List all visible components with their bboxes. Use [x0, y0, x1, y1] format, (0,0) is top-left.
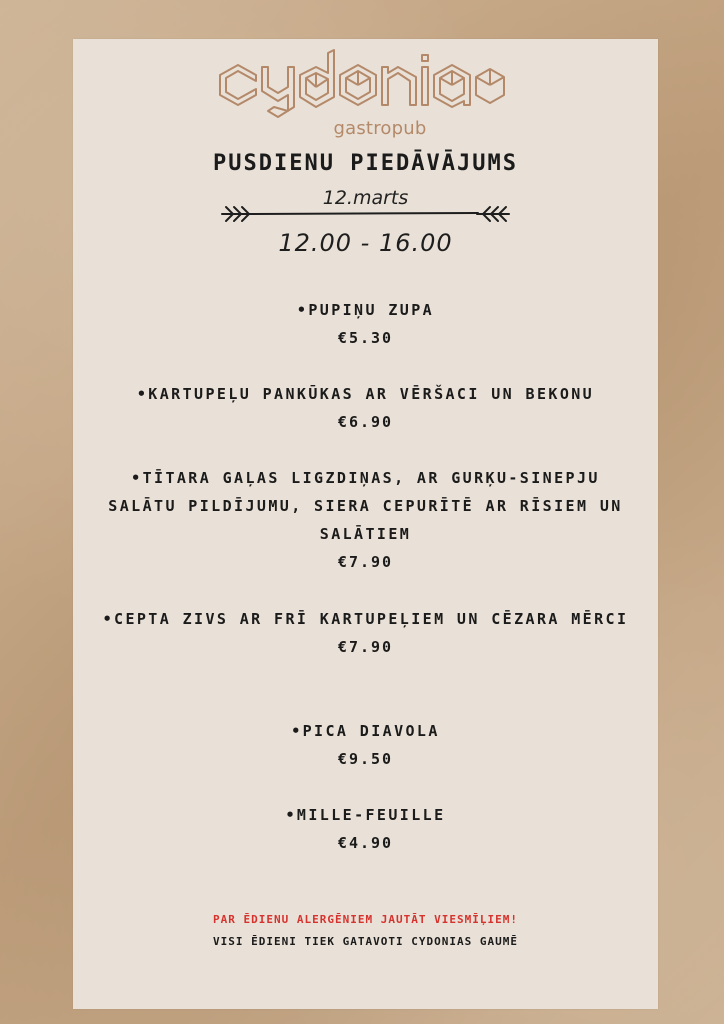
menu-item [95, 380, 636, 436]
menu-item-name: •KARTUPEĻU PANKŪKAS AR VĒRŠACI UN BEKONU [136, 385, 595, 403]
menu-item-price: €7.90 [337, 553, 394, 571]
menu-item-price: €6.90 [337, 413, 394, 431]
serving-hours: 12.00 - 16.00 [278, 229, 453, 257]
menu-item-price: €7.90 [337, 638, 394, 656]
menu-item-name: •MILLE-FEUILLE [285, 806, 446, 824]
menu-item [95, 717, 636, 773]
logo [218, 47, 508, 147]
menu-item-name: •PICA DIAVOLA [291, 722, 440, 740]
menu-item-name: •TĪTARA GAĻAS LIGZDIŅAS, AR GURĶU-SINEPJU SALĀTU PILDĪJUMU, SIERA CEPURĪTĒ AR RĪSIEM UN SALĀTIEM [108, 469, 623, 543]
menu-item [95, 605, 636, 661]
allergen-note: PAR ĒDIENU ALERGĒNIEM JAUTĀT VIESMĪĻIEM! [213, 913, 518, 926]
logo-wordmark-icon [218, 47, 508, 122]
menu-item-price: €9.50 [337, 750, 394, 768]
menu-item [95, 464, 636, 576]
menu-item-price: €5.30 [337, 329, 394, 347]
menu-item [95, 296, 636, 352]
menu-paper [73, 39, 658, 1009]
style-note: VISI ĒDIENI TIEK GATAVOTI CYDONIAS GAUMĒ [213, 935, 518, 948]
menu-item-name: •PUPIŅU ZUPA [296, 301, 435, 319]
menu-item-name: •CEPTA ZIVS AR FRĪ KARTUPEĻIEM UN CĒZARA MĒRCI [102, 610, 629, 628]
page-title: PUSDIENU PIEDĀVĀJUMS [213, 151, 518, 176]
menu-item-price: €4.90 [337, 834, 394, 852]
date-ornament [218, 187, 513, 227]
logo-subtitle: gastropub [333, 118, 427, 139]
menu-item [95, 801, 636, 857]
date-label: 12.marts [322, 187, 409, 209]
